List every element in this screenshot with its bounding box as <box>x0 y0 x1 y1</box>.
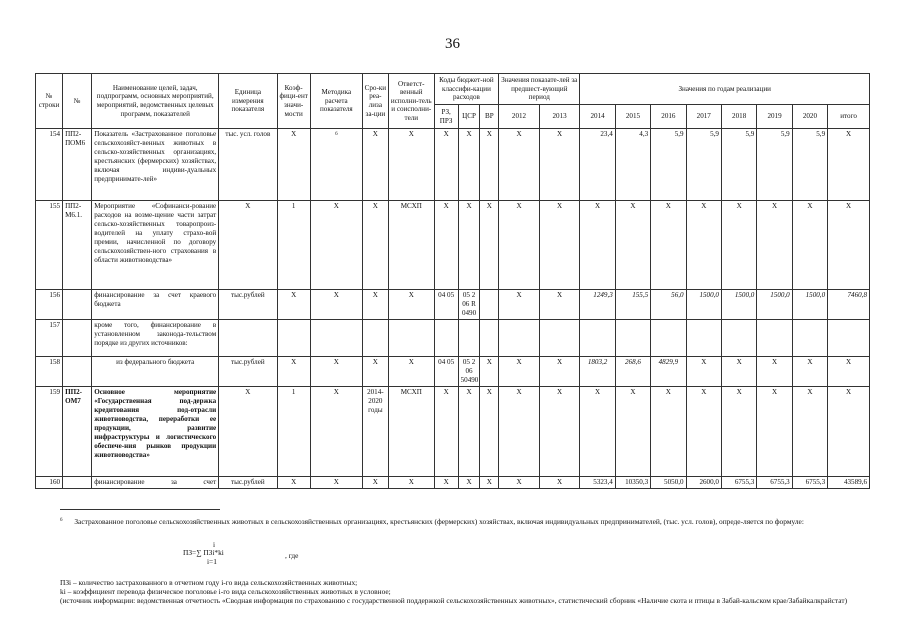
header-year: 2015 <box>615 105 650 129</box>
row-value: 5323,4 <box>580 477 615 489</box>
row-value: 1249,3 <box>580 290 615 320</box>
row-value: Х <box>792 357 827 387</box>
row-value: 1500,0 <box>721 290 756 320</box>
row-responsible <box>388 320 434 357</box>
row-number: 156 <box>36 290 63 320</box>
header-budget-codes: Коды бюджет-ной классифи-кации расходов <box>434 74 499 105</box>
row-value: 1803,2 <box>580 357 615 387</box>
row-csr: Х <box>458 387 480 477</box>
row-value: 5,9 <box>757 129 792 201</box>
row-value: Х <box>651 201 686 290</box>
footnote-mark: 6 <box>60 518 63 523</box>
indicators-table <box>35 73 870 489</box>
footnote-line: ki – коэффициент перевода физическое поголовье i-го вида сельскохозяйственных животных в условное; <box>60 587 391 596</box>
row-value: 4829,9 <box>651 357 686 387</box>
row-value <box>792 320 827 357</box>
row-terms <box>362 320 388 357</box>
row-value: Х <box>757 357 792 387</box>
row-coefficient <box>277 320 310 357</box>
header-number: № <box>63 74 92 129</box>
row-value: Х <box>499 387 540 477</box>
row-code <box>63 357 92 387</box>
row-rz: Х <box>434 477 458 489</box>
row-responsible: МСХП <box>388 201 434 290</box>
table-row <box>36 290 870 320</box>
row-number: 158 <box>36 357 63 387</box>
row-csr: 05 2 06 50490 <box>458 357 480 387</box>
row-vr: Х <box>480 357 499 387</box>
row-value: 5,9 <box>792 129 827 201</box>
row-value: Х <box>757 201 792 290</box>
row-csr: 05 2 06 R 0490 <box>458 290 480 320</box>
row-code <box>63 320 92 357</box>
row-method: Х <box>310 477 362 489</box>
row-csr: Х <box>458 477 480 489</box>
row-total: Х <box>828 387 870 477</box>
row-value: Х <box>686 357 721 387</box>
row-code <box>63 477 92 489</box>
row-value: Х <box>539 201 580 290</box>
row-value: Х <box>499 201 540 290</box>
row-value <box>580 320 615 357</box>
row-rz: Х <box>434 129 458 201</box>
row-method: Х <box>310 387 362 477</box>
row-unit: тыс. усл. голов <box>219 129 277 201</box>
row-value <box>721 320 756 357</box>
row-responsible: Х <box>388 477 434 489</box>
row-value: 268,6 <box>615 357 650 387</box>
row-total: 43589,6 <box>828 477 870 489</box>
row-responsible: Х <box>388 357 434 387</box>
footnote-source: (источник информации: ведомственная отчетность «Сводная информация по страхованию с государственной поддержкой сельскохозяйственных животных», статистический сборник «Наличие скота и птицы в Забай-кальском крае/Забайкалкрайстат) <box>60 596 848 605</box>
row-vr <box>480 320 499 357</box>
header-year: 2020 <box>792 105 827 129</box>
row-coefficient: Х <box>277 290 310 320</box>
row-value: Х <box>539 387 580 477</box>
row-vr: Х <box>480 387 499 477</box>
row-rz: Х <box>434 387 458 477</box>
header-year: 2018 <box>721 105 756 129</box>
table-row <box>36 387 870 477</box>
header-year: 2013 <box>539 105 580 129</box>
header-year: 2017 <box>686 105 721 129</box>
row-terms: Х <box>362 357 388 387</box>
row-responsible: Х <box>388 129 434 201</box>
row-value: Х <box>615 387 650 477</box>
row-value: 5,9 <box>651 129 686 201</box>
table-row <box>36 477 870 489</box>
formula-upper-limit: i <box>213 540 216 549</box>
row-number: 154 <box>36 129 63 201</box>
row-value: 6755,3 <box>792 477 827 489</box>
row-terms: 2014-2020 годы <box>362 387 388 477</box>
row-unit: тыс.рублей <box>219 357 277 387</box>
row-rz: 04 05 <box>434 357 458 387</box>
row-value: Х <box>721 387 756 477</box>
footnote-text: Застрахованное поголовье сельскохозяйственных животных в сельскохозяйственных организациях, крестьянских (фермерских) хозяйствах, включая индивидуальных предпринимателей, (тыс. усл. голов), опреде-ляется по формуле: <box>74 517 804 527</box>
row-value: Х <box>686 387 721 477</box>
row-value <box>651 320 686 357</box>
header-previous-values: Значения показате-лей за предшест-вующий период <box>499 74 580 105</box>
row-value: Х <box>721 201 756 290</box>
row-value: 5,9 <box>686 129 721 201</box>
row-vr <box>480 290 499 320</box>
row-value: 5050,0 <box>651 477 686 489</box>
row-value: Х <box>615 201 650 290</box>
row-coefficient: Х <box>277 129 310 201</box>
row-value: 1500,0 <box>792 290 827 320</box>
row-coefficient: 1 <box>277 387 310 477</box>
row-unit: тыс.рублей <box>219 290 277 320</box>
row-value: 1500,0 <box>686 290 721 320</box>
row-value: 2600,0 <box>686 477 721 489</box>
row-unit <box>219 320 277 357</box>
row-value: Х <box>539 357 580 387</box>
row-total <box>828 320 870 357</box>
footnote-divider <box>60 509 220 510</box>
header-coefficient: Коэф-фици-ент значи-мости <box>277 74 310 129</box>
header-total: итого <box>828 105 870 129</box>
row-value: Х <box>499 290 540 320</box>
header-csr: ЦСР <box>458 105 480 129</box>
row-value: 23,4 <box>580 129 615 201</box>
row-terms: Х <box>362 129 388 201</box>
header-year: 2014 <box>580 105 615 129</box>
row-method: Х <box>310 290 362 320</box>
row-method <box>310 320 362 357</box>
row-total: 7460,8 <box>828 290 870 320</box>
page-number: 36 <box>445 36 460 52</box>
row-rz <box>434 320 458 357</box>
row-terms: Х <box>362 477 388 489</box>
row-value: Х <box>580 387 615 477</box>
row-terms: Х <box>362 290 388 320</box>
row-value <box>757 320 792 357</box>
table-row <box>36 201 870 290</box>
row-value <box>615 320 650 357</box>
table-row <box>36 320 870 357</box>
row-vr: Х <box>480 201 499 290</box>
row-value: 4,3 <box>615 129 650 201</box>
row-code <box>63 290 92 320</box>
row-name: кроме того, финансирование в установленном законода-тельством порядке из других источников: <box>92 320 219 357</box>
table-row <box>36 129 870 201</box>
row-method: Х <box>310 201 362 290</box>
row-value: Х <box>499 357 540 387</box>
footnote-reference: 6 <box>310 129 362 201</box>
header-method: Методика расчета показателя <box>310 74 362 129</box>
header-rz: РЗ, ПРЗ <box>434 105 458 129</box>
row-unit: Х <box>219 201 277 290</box>
row-value: Х <box>757 387 792 477</box>
row-value: 6755,3 <box>757 477 792 489</box>
row-unit: тыс.рублей <box>219 477 277 489</box>
footnote-paragraph <box>60 516 860 527</box>
row-coefficient: Х <box>277 357 310 387</box>
header-name: Наименование целей, задач, подпрограмм, основных мероприятий, мероприятий, ведомственных целевых программ, показателей <box>92 74 219 129</box>
header-year: 2016 <box>651 105 686 129</box>
row-value: Х <box>499 129 540 201</box>
row-code: ПП2-ОМ7 <box>63 387 92 477</box>
header-year-values: Значения по годам реализации <box>580 74 870 105</box>
row-number: 155 <box>36 201 63 290</box>
row-value <box>499 320 540 357</box>
row-terms: Х <box>362 201 388 290</box>
row-value: Х <box>499 477 540 489</box>
header-unit: Единица измерения показателя <box>219 74 277 129</box>
row-value: 10350,3 <box>615 477 650 489</box>
row-total: Х <box>828 129 870 201</box>
row-value: Х <box>686 201 721 290</box>
formula: ПЗ=∑ ПЗi*ki <box>183 548 224 557</box>
row-value: 155,5 <box>615 290 650 320</box>
footnote-line: ПЗi – количество застрахованного в отчетном году i-го вида сельскохозяйственных животных; <box>60 578 358 587</box>
row-code: ПП2-ПОМ6 <box>63 129 92 201</box>
row-name: Основное мероприятие «Государственная под-держка кредитования под-отрасли животноводства, переработки ее продукции, развитие инфраструктуры и логистического обеспече-ния рынков продукции животноводства» <box>92 387 219 477</box>
row-value: 56,0 <box>651 290 686 320</box>
row-csr: Х <box>458 129 480 201</box>
row-value: 1500,0 <box>757 290 792 320</box>
row-responsible: Х <box>388 290 434 320</box>
header-vr: ВР <box>480 105 499 129</box>
row-number: 157 <box>36 320 63 357</box>
header-terms: Сро-ки реа-лиза за-ции <box>362 74 388 129</box>
row-value: Х <box>539 290 580 320</box>
row-total: Х <box>828 357 870 387</box>
row-responsible: МСХП <box>388 387 434 477</box>
row-value <box>539 320 580 357</box>
row-total: Х <box>828 201 870 290</box>
row-value <box>686 320 721 357</box>
row-name: финансирование за счет краевого бюджета <box>92 290 219 320</box>
row-value: Х <box>651 387 686 477</box>
row-rz: Х <box>434 201 458 290</box>
row-value: Х <box>580 201 615 290</box>
row-csr <box>458 320 480 357</box>
row-unit: Х <box>219 387 277 477</box>
row-number: 160 <box>36 477 63 489</box>
row-csr: Х <box>458 201 480 290</box>
row-value: Х <box>792 201 827 290</box>
row-method: Х <box>310 357 362 387</box>
row-name: Показатель «Застрахованное поголовье сельскохозяйст-венных животных в сельско-хозяйственных организациях, крестьянских (фермерских) хозяйствах, включая индиви-дуальных предпринимате-лей» <box>92 129 219 201</box>
row-value: Х <box>721 357 756 387</box>
row-name: финансирование за счет <box>92 477 219 489</box>
row-rz: 04 05 <box>434 290 458 320</box>
row-value: 6755,3 <box>721 477 756 489</box>
row-coefficient: Х <box>277 477 310 489</box>
header-row-number: № строки <box>36 74 63 129</box>
row-coefficient: 1 <box>277 201 310 290</box>
row-value: Х <box>539 477 580 489</box>
row-name: Мероприятие «Софинанси-рование расходов на возме-щение части затрат сельско-хозяйственных товаропроиз-водителей на уплату страхо-вой премии, начисленной по договору сельскохозяйствен-ного страхования в области животноводства» <box>92 201 219 290</box>
row-number: 159 <box>36 387 63 477</box>
header-year: 2012 <box>499 105 540 129</box>
table-row <box>36 357 870 387</box>
header-responsible: Ответст-венный исполни-тель и соисполни-тели <box>388 74 434 129</box>
row-code: ПП2-М6.1. <box>63 201 92 290</box>
formula-lower-limit: i=1 <box>207 557 217 566</box>
row-value: 5,9 <box>721 129 756 201</box>
row-vr: Х <box>480 129 499 201</box>
formula-suffix: , где <box>285 551 299 560</box>
header-year: 2019 <box>757 105 792 129</box>
row-name: из федерального бюджета <box>92 357 219 387</box>
row-vr: Х <box>480 477 499 489</box>
row-value: Х <box>539 129 580 201</box>
row-value: Х <box>792 387 827 477</box>
